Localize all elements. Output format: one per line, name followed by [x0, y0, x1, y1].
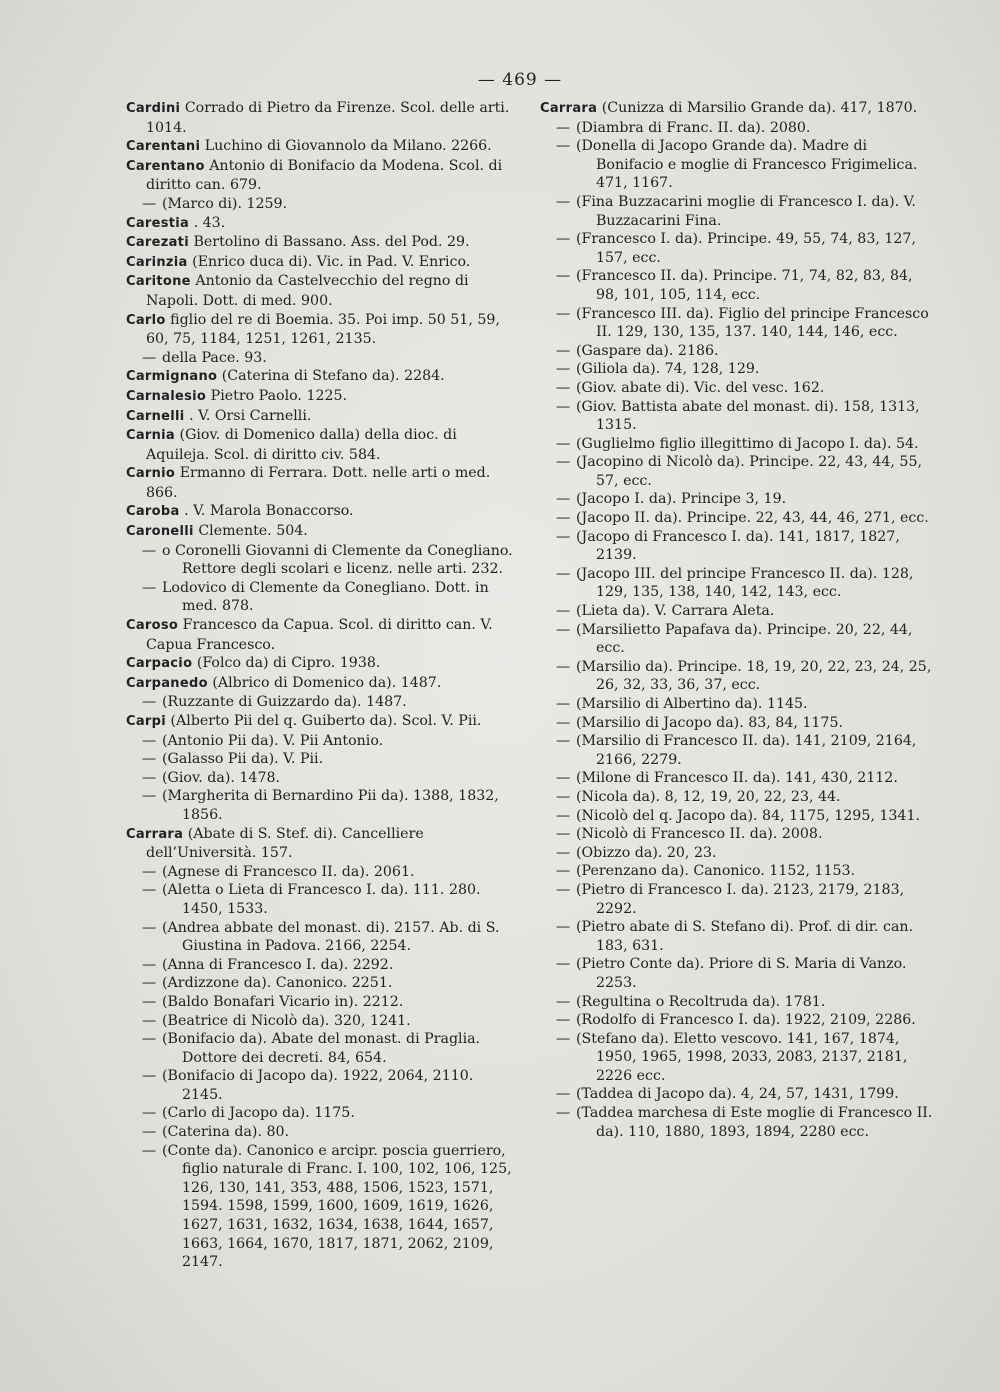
index-entry	[540, 658, 935, 695]
entry-text: (Alberto Pii del q. Guiberto da). Scol. V. Pii.	[170, 713, 482, 729]
entry-text: (Jacopo II. da). Principe. 22, 43, 44, 46, 271, ecc.	[576, 510, 929, 527]
index-entry	[540, 1085, 935, 1104]
index-entry	[540, 509, 935, 528]
index-entry	[126, 137, 514, 157]
entry-headword: Carmignano	[126, 369, 218, 385]
entry-text: (Nicola da). 8, 12, 19, 20, 22, 23, 44.	[576, 788, 841, 805]
index-entry	[126, 1123, 514, 1142]
index-entry	[126, 157, 514, 195]
index-entry	[126, 1142, 514, 1272]
entry-text: (Taddea di Jacopo da). 4, 24, 57, 1431, 1799.	[576, 1086, 899, 1103]
entry-headword: Carpi	[126, 714, 166, 729]
index-entry	[126, 863, 514, 882]
entry-text: (Caterina da). 80.	[162, 1124, 290, 1141]
index-entry	[126, 919, 514, 956]
index-entry	[540, 844, 935, 863]
entry-text: (Taddea marchesa di Este moglie di Francesco II. da). 110, 1880, 1893, 1894, 2280 ecc.	[576, 1105, 933, 1140]
index-entry	[126, 825, 514, 863]
entry-text: (Diambra di Franc. II. da). 2080.	[576, 119, 811, 136]
index-entry	[540, 119, 935, 138]
entry-text: (Caterina di Stefano da). 2284.	[221, 368, 445, 385]
entry-text: Antonio da Castelvecchio del regno di Napoli. Dott. di med. 900.	[146, 273, 469, 309]
entry-text: (Francesco I. da). Principe. 49, 55, 74, 83, 127, 157, ecc.	[576, 231, 916, 266]
index-entry	[126, 542, 514, 579]
entry-text: (Donella di Jacopo Grande da). Madre di Bonifacio e moglie di Francesco Frigimelica. 471, 1167.	[576, 138, 918, 192]
index-entry	[126, 349, 514, 368]
entry-text: (Ardizzone da). Canonico. 2251.	[162, 975, 393, 992]
entry-text: (Galasso Pii da). V. Pii.	[162, 751, 324, 768]
index-entry	[540, 490, 935, 509]
index-entry	[540, 1104, 935, 1141]
index-entry	[540, 714, 935, 733]
entry-text: (Stefano da). Eletto vescovo. 141, 167, 1874, 1950, 1965, 1998, 2033, 2083, 2137, 2181, 2226 ecc.	[576, 1030, 908, 1084]
entry-text: (Lieta da). V. Carrara Aleta.	[576, 603, 775, 620]
entry-text: (Nicolò di Francesco II. da). 2008.	[576, 826, 823, 843]
entry-text: (Giliola da). 74, 128, 129.	[576, 361, 760, 378]
entry-text: . V. Orsi Carnelli.	[189, 407, 312, 424]
entry-text: (Giov. da). 1478.	[162, 769, 281, 786]
entry-text: (Bonifacio di Jacopo da). 1922, 2064, 2110. 2145.	[162, 1068, 474, 1103]
index-entry	[540, 360, 935, 379]
index-entry	[540, 305, 935, 342]
index-entry	[540, 788, 935, 807]
index-entry	[126, 99, 514, 137]
entry-text: (Francesco III. da). Figlio del principe Francesco II. 129, 130, 135, 137. 140, 144, 146, ecc.	[576, 305, 929, 341]
index-entry	[126, 407, 514, 427]
index-entry	[126, 616, 514, 654]
entry-headword: Carpanedo	[126, 675, 208, 691]
entry-text: (Beatrice di Nicolò da). 320, 1241.	[162, 1012, 411, 1029]
index-entry	[126, 579, 514, 616]
index-entry	[126, 1067, 514, 1104]
index-entry	[126, 522, 514, 542]
entry-text: . 43.	[193, 214, 226, 231]
entry-text: (Folco da) di Cipro. 1938.	[196, 655, 381, 672]
entry-text: (Marco di). 1259.	[162, 195, 288, 212]
index-entry	[126, 769, 514, 788]
entry-text: Pietro Paolo. 1225.	[210, 387, 348, 404]
entry-text: della Pace. 93.	[162, 349, 267, 366]
index-column-right	[540, 99, 935, 1141]
entry-headword: Carentano	[126, 158, 205, 174]
index-entry	[126, 1030, 514, 1067]
entry-headword: Caroso	[126, 618, 179, 634]
entry-text: (Pietro di Francesco I. da). 2123, 2179, 2183, 2292.	[576, 881, 905, 917]
index-entry	[540, 137, 935, 193]
entry-text: (Marsilio di Francesco II. da). 141, 2109, 2164, 2166, 2279.	[576, 733, 917, 768]
entry-text: (Agnese di Francesco II. da). 2061.	[162, 863, 415, 880]
entry-text: (Marsilietto Papafava da). Principe. 20, 22, 44, ecc.	[576, 621, 913, 657]
entry-text: (Jacopo di Francesco I. da). 141, 1817, 1827, 2139.	[576, 528, 900, 564]
index-entry	[540, 825, 935, 844]
entry-text: (Conte da). Canonico e arcipr. poscia guerriero, figlio naturale di Franc. I. 100, 102, 106, 125, 126, 130, 141, 353, 488, 1506, 1523, 1571, 1594. 1598, 1599, 1600, 1609, 1619, 1626, 1627, 1631, 1632, 1634, 1638, 1644, 1657, 1663, 1664, 1670, 1817, 1871, 2062, 2109, 2147.	[162, 1142, 512, 1271]
index-entry	[540, 695, 935, 714]
entry-text: Bertolino di Bassano. Ass. del Pod. 29.	[193, 234, 470, 251]
entry-text: (Regultina o Recoltruda da). 1781.	[576, 993, 826, 1010]
index-entry	[540, 230, 935, 267]
index-entry	[126, 1012, 514, 1031]
index-entry	[540, 267, 935, 304]
index-entry	[126, 367, 514, 387]
entry-text: (Fina Buzzacarini moglie di Francesco I. da). V. Buzzacarini Fina.	[576, 193, 916, 229]
index-entry	[126, 654, 514, 674]
entry-headword: Carpacio	[126, 656, 193, 672]
index-entry	[126, 311, 514, 349]
index-entry	[126, 674, 514, 694]
entry-text: (Guglielmo figlio illegittimo di Jacopo I. da). 54.	[576, 435, 919, 452]
index-entry	[540, 398, 935, 435]
entry-text: (Pietro Conte da). Priore di S. Maria di Vanzo. 2253.	[576, 956, 907, 991]
entry-text: Clemente. 504.	[198, 523, 308, 540]
index-entry	[540, 1030, 935, 1086]
index-entry	[540, 993, 935, 1012]
entry-headword: Carlo	[126, 312, 166, 328]
index-entry	[540, 807, 935, 826]
index-entry	[126, 272, 514, 310]
index-entry	[540, 342, 935, 361]
entry-headword: Carentani	[126, 139, 201, 155]
entry-text: (Albrico di Domenico da). 1487.	[212, 674, 442, 691]
entry-text: (Carlo di Jacopo da). 1175.	[162, 1105, 355, 1122]
entry-text: (Obizzo da). 20, 23.	[576, 844, 717, 861]
entry-text: (Andrea abbate del monast. di). 2157. Ab. di S. Giustina in Padova. 2166, 2254.	[162, 919, 500, 955]
entry-text: Ermanno di Ferrara. Dott. nelle arti o med. 866.	[146, 465, 491, 501]
entry-text: (Rodolfo di Francesco I. da). 1922, 2109, 2286.	[576, 1012, 916, 1029]
entry-text: (Cunizza di Marsilio Grande da). 417, 1870.	[601, 100, 918, 116]
index-entry	[126, 464, 514, 502]
entry-text: (Perenzano da). Canonico. 1152, 1153.	[576, 863, 856, 880]
entry-text: (Abate di S. Stef. di). Cancelliere dell’Università. 157.	[146, 825, 424, 862]
index-entry	[126, 956, 514, 975]
index-entry	[126, 712, 514, 732]
index-entry	[126, 993, 514, 1012]
page-number: — 469 —	[477, 70, 563, 90]
entry-text: (Gaspare da). 2186.	[576, 342, 719, 359]
index-entry	[540, 621, 935, 658]
index-entry	[540, 528, 935, 565]
index-entry	[126, 233, 514, 253]
entry-headword: Carnelli	[126, 408, 185, 424]
entry-text: (Giov. di Domenico dalla) della dioc. di Aquileja. Scol. di diritto civ. 584.	[146, 427, 457, 463]
entry-text: (Anna di Francesco I. da). 2292.	[162, 956, 394, 973]
entry-text: (Giov. Battista abate del monast. di). 158, 1313, 1315.	[576, 398, 920, 434]
entry-headword: Caronelli	[126, 524, 194, 540]
index-entry	[126, 732, 514, 751]
entry-text: (Marsilio da). Principe. 18, 19, 20, 22, 23, 24, 25, 26, 32, 33, 36, 37, ecc.	[576, 658, 932, 694]
entry-headword: Carezati	[126, 235, 189, 251]
index-entry	[126, 787, 514, 824]
index-entry	[126, 253, 514, 273]
entry-headword: Cardini	[126, 101, 181, 116]
entry-headword: Carrara	[540, 101, 598, 116]
index-entry	[540, 602, 935, 621]
index-entry	[126, 387, 514, 407]
entry-text: (Jacopo I. da). Principe 3, 19.	[576, 491, 787, 508]
entry-headword: Carestia	[126, 215, 190, 231]
entry-headword: Carnio	[126, 466, 176, 482]
index-entry	[540, 99, 935, 119]
index-entry	[540, 862, 935, 881]
entry-text: (Nicolò del q. Jacopo da). 84, 1175, 1295, 1341.	[576, 807, 920, 824]
entry-text: (Ruzzante di Guizzardo da). 1487.	[162, 694, 407, 711]
entry-headword: Carrara	[126, 826, 184, 842]
entry-text: Lodovico di Clemente da Conegliano. Dott. in med. 878.	[162, 579, 489, 615]
entry-text: (Jacopino di Nicolò da). Principe. 22, 43, 44, 55, 57, ecc.	[576, 454, 922, 489]
entry-text: (Aletta o Lieta di Francesco I. da). 111. 280. 1450, 1533.	[162, 882, 481, 917]
entry-text: Francesco da Capua. Scol. di diritto can. V. Capua Francesco.	[146, 617, 493, 653]
entry-text: (Francesco II. da). Principe. 71, 74, 82, 83, 84, 98, 101, 105, 114, ecc.	[576, 268, 913, 303]
index-entry	[540, 379, 935, 398]
index-entry	[126, 881, 514, 918]
index-entry	[126, 750, 514, 769]
index-entry	[540, 732, 935, 769]
index-entry	[540, 918, 935, 955]
entry-text: (Marsilio di Jacopo da). 83, 84, 1175.	[576, 714, 843, 731]
index-entry	[126, 1104, 514, 1123]
index-column-left	[126, 99, 514, 1272]
entry-text: . V. Marola Bonaccorso.	[184, 503, 354, 520]
entry-text: (Milone di Francesco II. da). 141, 430, 2112.	[576, 770, 898, 787]
index-entry	[126, 195, 514, 214]
index-entry	[540, 1011, 935, 1030]
index-entry	[540, 955, 935, 992]
index-entry	[540, 453, 935, 490]
index-entry	[126, 693, 514, 712]
index-entry	[540, 881, 935, 918]
entry-text: o Coronelli Giovanni di Clemente da Conegliano. Rettore degli scolari e licenz. nelle arti. 232.	[162, 542, 513, 578]
entry-text: (Bonifacio da). Abate del monast. di Praglia. Dottore dei decreti. 84, 654.	[162, 1031, 481, 1066]
entry-headword: Carnia	[126, 428, 176, 444]
entry-text: Antonio di Bonifacio da Modena. Scol. di diritto can. 679.	[146, 157, 503, 194]
entry-text: (Antonio Pii da). V. Pii Antonio.	[162, 732, 384, 749]
index-entry	[126, 214, 514, 234]
entry-text: (Marsilio di Albertino da). 1145.	[576, 696, 808, 712]
index-entry	[126, 502, 514, 522]
index-entry	[540, 435, 935, 454]
entry-text: (Pietro abate di S. Stefano di). Prof. di dir. can. 183, 631.	[576, 919, 914, 954]
entry-text: Luchino di Giovannolo da Milano. 2266.	[204, 138, 492, 155]
entry-text: (Jacopo III. del principe Francesco II. da). 128, 129, 135, 138, 140, 142, 143, ecc.	[576, 565, 914, 601]
index-entry	[540, 565, 935, 602]
index-entry	[126, 974, 514, 993]
entry-text: (Enrico duca di). Vic. in Pad. V. Enrico.	[192, 253, 471, 270]
entry-text: (Margherita di Bernardino Pii da). 1388, 1832, 1856.	[162, 788, 499, 823]
entry-text: (Giov. abate di). Vic. del vesc. 162.	[576, 379, 825, 396]
entry-headword: Caritone	[126, 274, 191, 290]
entry-headword: Carinzia	[126, 254, 188, 270]
entry-headword: Carnalesio	[126, 388, 207, 404]
entry-text: Corrado di Pietro da Firenze. Scol. delle arti. 1014.	[146, 100, 510, 136]
index-entry	[540, 769, 935, 788]
entry-text: figlio del re di Boemia. 35. Poi imp. 50 51, 59, 60, 75, 1184, 1251, 1261, 2135.	[146, 311, 500, 348]
index-entry	[540, 193, 935, 230]
entry-headword: Caroba	[126, 504, 180, 520]
entry-text: (Baldo Bonafari Vicario in). 2212.	[162, 993, 404, 1010]
index-entry	[126, 426, 514, 464]
